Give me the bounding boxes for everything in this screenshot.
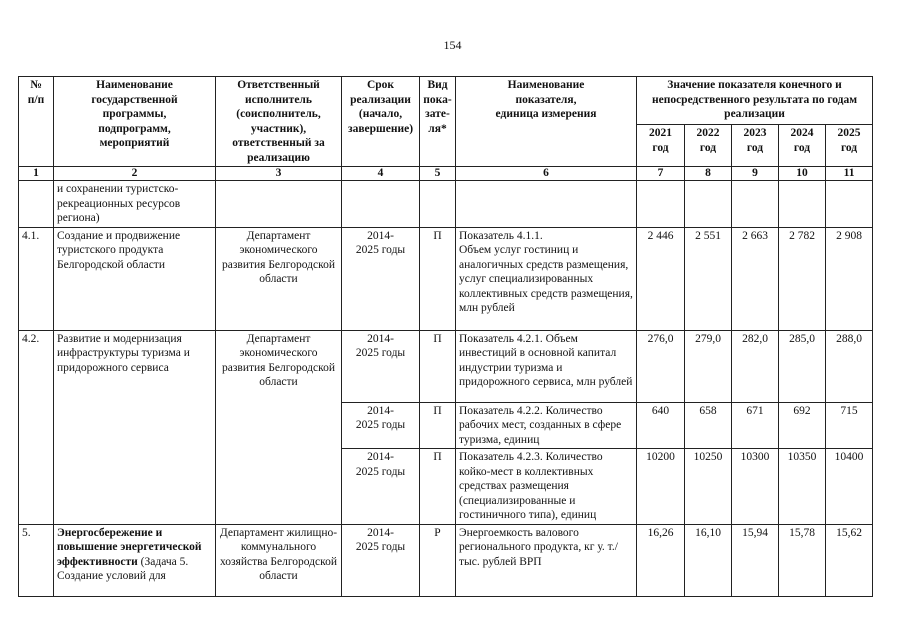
column-number: 1 xyxy=(19,167,54,181)
cell-term: 2014- 2025 годы xyxy=(342,227,420,330)
column-number: 6 xyxy=(456,167,637,181)
cell-empty xyxy=(779,181,826,228)
cell-value: 2 782 xyxy=(779,227,826,330)
cell-value: 10250 xyxy=(685,449,732,525)
cell-value: 15,62 xyxy=(826,524,873,596)
table-row xyxy=(19,524,873,596)
cell-term: 2014- 2025 годы xyxy=(342,524,420,596)
cell-name: Развитие и модернизация инфраструктуры туризма и придорожного сервиса xyxy=(54,330,216,524)
cell-indicator: Показатель 4.1.1. Объем услуг гостиниц и аналогичных средств размещения, услуг специализированных коллективных средств размещения, млн рублей xyxy=(456,227,637,330)
cell-value: 288,0 xyxy=(826,330,873,402)
cell-empty xyxy=(342,181,420,228)
column-number: 11 xyxy=(826,167,873,181)
cell-empty xyxy=(216,181,342,228)
header-executor: Ответственный исполнитель (соисполнитель, участник), ответственный за реализацию xyxy=(216,77,342,167)
cell-term: 2014- 2025 годы xyxy=(342,449,420,525)
cell-no: 5. xyxy=(19,524,54,596)
cell-indicator: Показатель 4.2.3. Количество койко-мест в коллективных средствах размещения (специализированные и гостиничного типа), единиц xyxy=(456,449,637,525)
cell-name: и сохранении туристско-рекреационных ресурсов региона) xyxy=(54,181,216,228)
cell-empty xyxy=(420,181,456,228)
header-term: Срок реализации (начало, завершение) xyxy=(342,77,420,167)
column-number: 5 xyxy=(420,167,456,181)
cell-executor: Департамент экономического развития Белгородской области xyxy=(216,227,342,330)
cell-type: П xyxy=(420,402,456,449)
cell-value: 671 xyxy=(732,402,779,449)
cell-no xyxy=(19,181,54,228)
cell-executor: Департамент жилищно-коммунального хозяйства Белгородской области xyxy=(216,524,342,596)
cell-empty xyxy=(732,181,779,228)
cell-value: 2 663 xyxy=(732,227,779,330)
cell-indicator: Показатель 4.2.2. Количество рабочих мест, созданных в сфере туризма, единиц xyxy=(456,402,637,449)
program-title: Энергосбережение и повышение энергетической эффективности xyxy=(57,526,202,568)
cell-value: 15,94 xyxy=(732,524,779,596)
cell-value: 658 xyxy=(685,402,732,449)
cell-value: 279,0 xyxy=(685,330,732,402)
cell-value: 692 xyxy=(779,402,826,449)
cell-value: 282,0 xyxy=(732,330,779,402)
header-values-group: Значение показателя конечного и непосредственного результата по годам реализации xyxy=(637,77,873,125)
cell-type: П xyxy=(420,330,456,402)
header-year-2021: 2021 год xyxy=(637,125,685,167)
table-row xyxy=(19,330,873,402)
cell-value: 16,26 xyxy=(637,524,685,596)
cell-value: 10200 xyxy=(637,449,685,525)
column-number: 8 xyxy=(685,167,732,181)
table-row xyxy=(19,227,873,330)
header-row-1 xyxy=(19,77,873,125)
column-number: 2 xyxy=(54,167,216,181)
header-year-2022: 2022 год xyxy=(685,125,732,167)
column-number-row xyxy=(19,167,873,181)
header-name: Наименование государственной программы, подпрограмм, мероприятий xyxy=(54,77,216,167)
cell-name: Создание и продвижение туристского продукта Белгородской области xyxy=(54,227,216,330)
column-number: 7 xyxy=(637,167,685,181)
page-number: 154 xyxy=(443,38,462,52)
cell-value: 2 908 xyxy=(826,227,873,330)
cell-value: 16,10 xyxy=(685,524,732,596)
column-number: 10 xyxy=(779,167,826,181)
cell-value: 10350 xyxy=(779,449,826,525)
cell-indicator: Энергоемкость валового регионального продукта, кг у. т./тыс. рублей ВРП xyxy=(456,524,637,596)
cell-type: Р xyxy=(420,524,456,596)
cell-indicator: Показатель 4.2.1. Объем инвестиций в основной капитал индустрии туризма и придорожного сервиса, млн рублей xyxy=(456,330,637,402)
column-number: 4 xyxy=(342,167,420,181)
cell-no: 4.1. xyxy=(19,227,54,330)
cell-term: 2014- 2025 годы xyxy=(342,330,420,402)
table-row-continuation xyxy=(19,181,873,228)
program-task: (Задача 5. Создание условий для xyxy=(57,555,189,582)
cell-value: 285,0 xyxy=(779,330,826,402)
header-year-2024: 2024 год xyxy=(779,125,826,167)
header-type: Вид пока- зате- ля* xyxy=(420,77,456,167)
column-number: 9 xyxy=(732,167,779,181)
header-indicator: Наименование показателя, единица измерения xyxy=(456,77,637,167)
cell-type: П xyxy=(420,227,456,330)
cell-value: 10300 xyxy=(732,449,779,525)
cell-value: 2 551 xyxy=(685,227,732,330)
cell-type: П xyxy=(420,449,456,525)
cell-value: 2 446 xyxy=(637,227,685,330)
cell-value: 10400 xyxy=(826,449,873,525)
cell-name xyxy=(54,524,216,596)
indicators-table xyxy=(18,76,873,597)
header-no: № п/п xyxy=(19,77,54,167)
cell-value: 15,78 xyxy=(779,524,826,596)
cell-value: 276,0 xyxy=(637,330,685,402)
cell-value: 640 xyxy=(637,402,685,449)
cell-empty xyxy=(826,181,873,228)
cell-value: 715 xyxy=(826,402,873,449)
column-number: 3 xyxy=(216,167,342,181)
cell-empty xyxy=(685,181,732,228)
cell-empty xyxy=(637,181,685,228)
cell-term: 2014- 2025 годы xyxy=(342,402,420,449)
header-year-2025: 2025 год xyxy=(826,125,873,167)
cell-executor: Департамент экономического развития Белгородской области xyxy=(216,330,342,524)
cell-empty xyxy=(456,181,637,228)
header-year-2023: 2023 год xyxy=(732,125,779,167)
cell-no: 4.2. xyxy=(19,330,54,524)
